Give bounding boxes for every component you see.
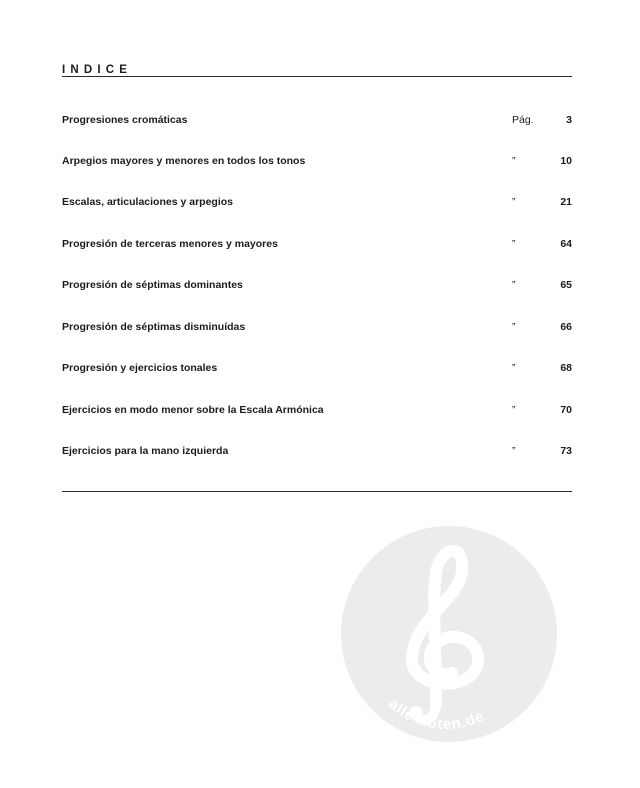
toc-entry-page-number: 64 (560, 238, 572, 250)
toc-entry-page-number: 73 (560, 445, 572, 457)
toc-entry-ditto-mark: ” (512, 196, 516, 208)
toc-entry-title: Progresión de séptimas disminuídas (62, 321, 246, 333)
toc-entry (62, 155, 572, 171)
toc-entry-page-number: 65 (560, 279, 572, 291)
toc-entry-title: Progresión de terceras menores y mayores (62, 238, 278, 250)
toc-entry-page-number: 21 (560, 196, 572, 208)
toc-entry-page-number: 68 (560, 362, 572, 374)
toc-entry-page-marker: Pág. (512, 114, 534, 126)
heading-rule (62, 76, 572, 77)
toc-entry-page-number: 10 (560, 155, 572, 167)
toc-entry (62, 404, 572, 420)
toc-entry-ditto-mark: ” (512, 404, 516, 416)
toc-entry-title: Progresión y ejercicios tonales (62, 362, 218, 374)
watermark-text: alle-noten.de (385, 695, 488, 734)
toc-entry (62, 321, 572, 337)
toc-entry-title: Progresión de séptimas dominantes (62, 279, 243, 291)
toc-entry-ditto-mark: ” (512, 155, 516, 167)
toc-entry-ditto-mark: ” (512, 445, 516, 457)
toc-entry-title: Progresiones cromáticas (62, 114, 188, 126)
toc-entry-ditto-mark: ” (512, 279, 516, 291)
toc-entry-ditto-mark: ” (512, 321, 516, 333)
index-heading: INDICE (62, 64, 133, 76)
toc-entry-title: Escalas, articulaciones y arpegios (62, 196, 234, 208)
toc-entry (62, 196, 572, 212)
toc-entry-title: Ejercicios para la mano izquierda (62, 445, 229, 457)
toc-entry-ditto-mark: ” (512, 362, 516, 374)
toc-entry-title: Ejercicios en modo menor sobre la Escala Armónica (62, 404, 324, 416)
toc-entry (62, 238, 572, 254)
toc-entry-page-number: 3 (566, 114, 572, 126)
watermark-logo (340, 525, 558, 743)
toc-entry-ditto-mark: ” (512, 238, 516, 250)
footer-rule (62, 491, 572, 492)
toc-entry-title: Arpegios mayores y menores en todos los tonos (62, 155, 306, 167)
toc-entry (62, 362, 572, 378)
toc-entry (62, 445, 572, 461)
toc-entry (62, 279, 572, 295)
toc-entry-page-number: 70 (560, 404, 572, 416)
toc-entry (62, 114, 572, 130)
toc-entry-page-number: 66 (560, 321, 572, 333)
